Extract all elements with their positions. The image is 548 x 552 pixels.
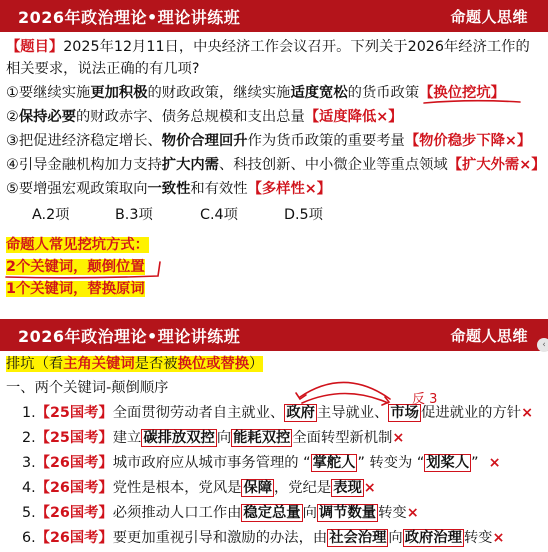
row-text: ” bbox=[471, 455, 479, 471]
row-text: 全面转型新机制 bbox=[292, 430, 393, 446]
row-tag: 【26国考】 bbox=[35, 455, 113, 471]
option-a[interactable]: A.2项 bbox=[32, 207, 70, 223]
item-keyword: 更加积极 bbox=[90, 85, 148, 101]
item-text: 和有效性 bbox=[190, 181, 248, 197]
row-keyword: 保障 bbox=[243, 480, 273, 496]
handwritten-arc-top bbox=[300, 382, 390, 399]
item-note: 【物价稳步下降×】 bbox=[404, 133, 532, 149]
highlight-line-text: 2个关键词，颠倒位置 bbox=[6, 259, 145, 275]
item-note: 【换位挖坑】 bbox=[419, 85, 505, 101]
item-note: 【适度降低×】 bbox=[304, 109, 403, 125]
scroll-indicator[interactable]: ‹ bbox=[537, 338, 548, 352]
item-text: 、科技创新、中小微企业等重点领域 bbox=[218, 157, 448, 173]
question-text: 2025年12月11日，中央经济工作会议召开。下列关于2026年经济工作的相关要求，说法正确的有几项? bbox=[6, 39, 530, 77]
intro-text: 排坑（看 bbox=[6, 356, 64, 372]
slide2-header-title: 2026年政治理论•理论讲练班 bbox=[18, 326, 241, 346]
row-text: 主导就业、 bbox=[316, 405, 389, 421]
row-tag: 【26国考】 bbox=[35, 530, 113, 546]
row-tag: 【25国考】 bbox=[35, 405, 113, 421]
intro-keyword: 主角关键词 bbox=[63, 356, 135, 372]
row-text: 转变 bbox=[378, 505, 407, 521]
row-text: 党性是根本，党风是 bbox=[112, 480, 242, 496]
row-keyword: 掌舵人 bbox=[312, 455, 356, 471]
row-keyword: 碳排放双控 bbox=[143, 430, 215, 446]
highlight-title-text: 命题人常见挖坑方式： bbox=[6, 237, 149, 253]
item-note: 【多样性×】 bbox=[247, 181, 332, 197]
row-number: 4. bbox=[22, 480, 36, 496]
row-text: 城市政府应从城市事务管理的 “ bbox=[112, 455, 311, 471]
item-keyword: 物价合理回升 bbox=[161, 133, 248, 149]
item-text: 的货币政策 bbox=[347, 85, 420, 101]
row-keyword: 调节数量 bbox=[318, 505, 377, 521]
highlight-line-text: 1个关键词，替换原词 bbox=[6, 281, 145, 297]
item-text: 的财政政策，继续实施 bbox=[147, 85, 291, 101]
row-keyword: 政府 bbox=[286, 405, 315, 421]
row-keyword: 能耗双控 bbox=[233, 430, 291, 446]
item-text: ①要继续实施 bbox=[6, 85, 91, 101]
row-text: 全面贯彻劳动者自主就业、 bbox=[112, 405, 285, 421]
row-text: ，党纪是 bbox=[274, 480, 332, 496]
row-text: 向 bbox=[388, 530, 403, 546]
handwritten-underline bbox=[424, 101, 520, 103]
list-item bbox=[22, 402, 533, 424]
item-text: ④引导金融机构加力支持 bbox=[6, 157, 162, 173]
row-keyword: 社会治理 bbox=[329, 530, 387, 546]
item-keyword: 扩大内需 bbox=[161, 157, 219, 173]
row-text: 必须推动人口工作由 bbox=[112, 505, 242, 521]
slide1-header-right: 命题人思维 bbox=[450, 7, 528, 26]
row-number: 1. bbox=[22, 405, 36, 421]
row-tag: 【25国考】 bbox=[35, 430, 113, 446]
row-keyword: 稳定总量 bbox=[243, 505, 301, 521]
row-text: 转变 bbox=[463, 530, 493, 546]
wrong-mark: × bbox=[392, 430, 405, 446]
item-text: 作为货币政策的重要考量 bbox=[247, 133, 405, 149]
row-number: 2. bbox=[22, 430, 36, 446]
row-number: 6. bbox=[22, 530, 36, 546]
row-keyword: 划桨人 bbox=[426, 455, 470, 471]
list-item bbox=[22, 527, 504, 549]
row-keyword: 政府治理 bbox=[404, 530, 462, 546]
item-text: ⑤要增强宏观政策取向 bbox=[6, 181, 148, 197]
item-note: 【扩大外需×】 bbox=[447, 157, 546, 173]
intro-text: ） bbox=[249, 356, 264, 372]
row-tag: 【26国考】 bbox=[35, 505, 113, 521]
row-text: 要更加重视引导和激励的办法，由 bbox=[112, 530, 328, 546]
wrong-mark: × bbox=[521, 405, 534, 421]
handwritten-bracket bbox=[6, 262, 160, 278]
wrong-mark: × bbox=[363, 480, 376, 496]
item-text: ② bbox=[6, 109, 19, 125]
row-text: 建立 bbox=[112, 430, 142, 446]
list-item bbox=[22, 477, 376, 499]
question-tag: 【题目】 bbox=[6, 39, 64, 55]
intro-text: 是否被 bbox=[134, 356, 178, 372]
list-item bbox=[22, 427, 404, 449]
row-text: 促进就业的方针 bbox=[420, 405, 522, 421]
wrong-mark: × bbox=[406, 505, 419, 521]
row-keyword: 表现 bbox=[333, 480, 362, 496]
item-text: 的财政赤字、债务总规模和支出总量 bbox=[76, 109, 305, 125]
slide1-header-title: 2026年政治理论•理论讲练班 bbox=[18, 7, 241, 27]
row-text: 向 bbox=[302, 505, 317, 521]
row-text: ” 转变为 “ bbox=[357, 455, 425, 471]
list-item bbox=[22, 452, 501, 474]
intro-keyword: 换位或替换 bbox=[177, 356, 250, 372]
option-d[interactable]: D.5项 bbox=[284, 207, 323, 223]
row-keyword: 市场 bbox=[390, 405, 419, 421]
option-b[interactable]: B.3项 bbox=[115, 207, 153, 223]
item-keyword: 适度宽松 bbox=[290, 85, 348, 101]
option-c[interactable]: C.4项 bbox=[200, 207, 238, 223]
slide2-header-right: 命题人思维 bbox=[450, 326, 528, 345]
row-tag: 【26国考】 bbox=[35, 480, 113, 496]
list-item bbox=[22, 502, 419, 524]
item-keyword: 一致性 bbox=[147, 181, 191, 197]
section-heading: 一、两个关键词-颠倒顺序 bbox=[6, 380, 169, 396]
row-number: 5. bbox=[22, 505, 36, 521]
item-text: ③把促进经济稳定增长、 bbox=[6, 133, 162, 149]
row-text: 向 bbox=[216, 430, 232, 446]
wrong-mark: × bbox=[488, 455, 501, 471]
row-number: 3. bbox=[22, 455, 36, 471]
wrong-mark: × bbox=[492, 530, 505, 546]
handwritten-note: 反 3 bbox=[412, 392, 438, 407]
item-keyword: 保持必要 bbox=[18, 109, 77, 125]
